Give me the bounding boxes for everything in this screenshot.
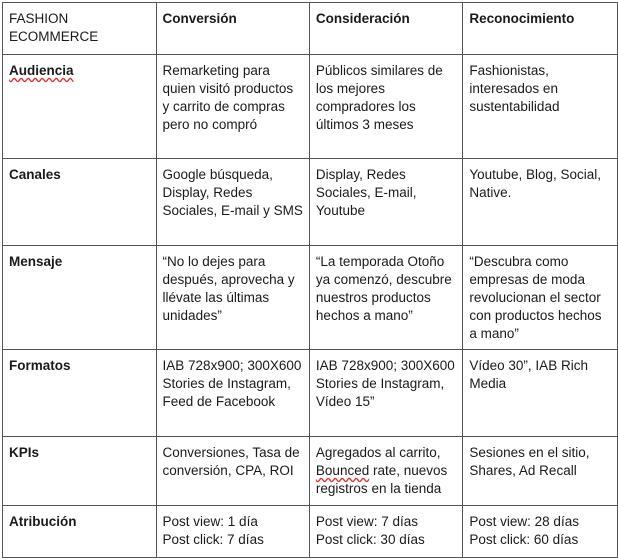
kpi-agregados-text: Agregados al carrito, Bounced rate, nuevos registros en la tienda bbox=[315, 445, 448, 496]
table-cell: Fashionistas, interesados en sustentabilidad bbox=[463, 55, 618, 159]
table-cell: Google búsqueda, Display, Redes Sociales, E-mail y SMS bbox=[156, 159, 309, 246]
table-cell: Sesiones en el sitio, Shares, Ad Recall bbox=[463, 437, 618, 506]
table-cell: Remarketing para quien visitó productos y carrito de compras pero no compró bbox=[156, 55, 309, 159]
table-cell: “No lo dejes para después, aprovecha y llévate las últimas unidades” bbox=[156, 246, 309, 350]
attribution-text: Post view: 1 día Post click: 7 días bbox=[162, 514, 264, 547]
row-label-canales: Canales bbox=[3, 159, 157, 246]
fashion-ecommerce-table bbox=[2, 2, 618, 558]
row-label-text: Audiencia bbox=[9, 63, 74, 78]
table-row-audiencia bbox=[3, 55, 618, 159]
table-cell: Conversiones, Tasa de conversión, CPA, ROI bbox=[156, 437, 309, 506]
table-row-canales bbox=[3, 159, 618, 246]
table-cell: Youtube, Blog, Social, Native. bbox=[463, 159, 618, 246]
table-cell bbox=[309, 437, 462, 506]
column-header-conversion: Conversión bbox=[156, 3, 309, 55]
table-cell: “La temporada Otoño ya comenzó, descubre nuestros productos hechos a mano” bbox=[309, 246, 462, 350]
table-cell: IAB 728x900; 300X600 Stories de Instagram, Feed de Facebook bbox=[156, 350, 309, 437]
table-row-formatos bbox=[3, 350, 618, 437]
row-label-formatos: Formatos bbox=[3, 350, 157, 437]
spellcheck-word: Bounced bbox=[315, 463, 370, 478]
column-header-consideration: Consideración bbox=[309, 3, 462, 55]
table-row-atribucion bbox=[3, 506, 618, 558]
table-cell bbox=[463, 506, 618, 558]
column-header-recognition: Reconocimiento bbox=[463, 3, 618, 55]
attribution-text: Post view: 28 días Post click: 60 días bbox=[469, 514, 579, 547]
table-cell: IAB 728x900; 300X600 Stories de Instagram, Vídeo 15” bbox=[309, 350, 462, 437]
table-cell: Display, Redes Sociales, E-mail, Youtube bbox=[309, 159, 462, 246]
header-row bbox=[3, 3, 618, 55]
table-cell: Vídeo 30”, IAB Rich Media bbox=[463, 350, 618, 437]
table-cell bbox=[156, 506, 309, 558]
row-label-mensaje: Mensaje bbox=[3, 246, 157, 350]
corner-cell bbox=[3, 3, 157, 55]
row-label-kpis: KPIs bbox=[3, 437, 157, 506]
table-cell bbox=[309, 506, 462, 558]
table-cell: “Descubra como empresas de moda revolucionan el sector con productos hechos a mano” bbox=[463, 246, 618, 350]
row-label-audiencia bbox=[3, 55, 157, 159]
table-cell: Públicos similares de los mejores compradores los últimos 3 meses bbox=[309, 55, 462, 159]
table-row-kpis bbox=[3, 437, 618, 506]
table-row-mensaje bbox=[3, 246, 618, 350]
row-label-atribucion: Atribución bbox=[3, 506, 157, 558]
attribution-text: Post view: 7 días Post click: 30 días bbox=[315, 514, 425, 547]
corner-label: FASHION ECOMMERCE bbox=[9, 11, 99, 44]
